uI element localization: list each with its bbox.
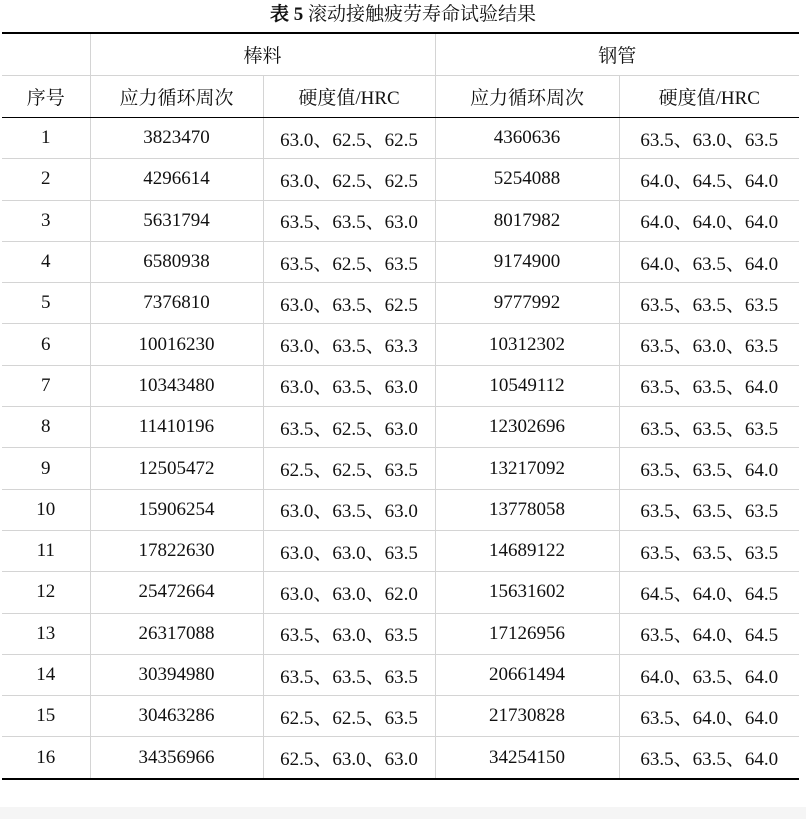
- cell-index: 13: [2, 613, 90, 654]
- cell-index: 16: [2, 737, 90, 779]
- cell-tube-cycles: 9777992: [435, 283, 619, 324]
- cell-bar-cycles: 5631794: [90, 200, 263, 241]
- cell-tube-cycles: 12302696: [435, 407, 619, 448]
- cell-index: 8: [2, 407, 90, 448]
- col-header-bar-cycles: 应力循环周次: [90, 76, 263, 118]
- cell-tube-hardness: 63.5、64.0、64.5: [619, 613, 799, 654]
- cell-bar-cycles: 10343480: [90, 365, 263, 406]
- cell-bar-hardness: 63.5、63.0、63.5: [263, 613, 435, 654]
- cell-tube-cycles: 5254088: [435, 159, 619, 200]
- table-row: [2, 654, 799, 695]
- cell-index: 12: [2, 572, 90, 613]
- col-header-index: 序号: [2, 76, 90, 118]
- cell-bar-cycles: 12505472: [90, 448, 263, 489]
- cell-tube-cycles: 8017982: [435, 200, 619, 241]
- cell-bar-cycles: 30463286: [90, 696, 263, 737]
- cell-tube-cycles: 13217092: [435, 448, 619, 489]
- cell-bar-cycles: 30394980: [90, 654, 263, 695]
- cell-tube-hardness: 64.0、64.0、64.0: [619, 200, 799, 241]
- table-row: [2, 407, 799, 448]
- table-row: [2, 118, 799, 159]
- cell-bar-hardness: 63.0、63.0、62.0: [263, 572, 435, 613]
- cell-bar-cycles: 7376810: [90, 283, 263, 324]
- cell-tube-hardness: 63.5、63.5、64.0: [619, 365, 799, 406]
- cell-index: 15: [2, 696, 90, 737]
- cell-tube-hardness: 64.0、63.5、64.0: [619, 654, 799, 695]
- table-row: [2, 241, 799, 282]
- cell-tube-cycles: 9174900: [435, 241, 619, 282]
- cell-tube-hardness: 63.5、64.0、64.0: [619, 696, 799, 737]
- col-header-tube-cycles: 应力循环周次: [435, 76, 619, 118]
- cell-tube-hardness: 63.5、63.0、63.5: [619, 324, 799, 365]
- cell-index: 11: [2, 530, 90, 571]
- cell-tube-cycles: 4360636: [435, 118, 619, 159]
- cell-index: 3: [2, 200, 90, 241]
- cell-tube-hardness: 63.5、63.5、64.0: [619, 448, 799, 489]
- cell-tube-hardness: 64.0、64.5、64.0: [619, 159, 799, 200]
- cell-bar-cycles: 3823470: [90, 118, 263, 159]
- table-row: [2, 159, 799, 200]
- cell-bar-cycles: 34356966: [90, 737, 263, 779]
- cell-bar-cycles: 11410196: [90, 407, 263, 448]
- cell-index: 4: [2, 241, 90, 282]
- cell-tube-cycles: 21730828: [435, 696, 619, 737]
- caption-label: 表 5: [269, 4, 304, 25]
- fatigue-results-table: [2, 32, 799, 780]
- table-row: [2, 324, 799, 365]
- group-header-row: [2, 33, 799, 76]
- cell-bar-hardness: 62.5、63.0、63.0: [263, 737, 435, 779]
- table-row: [2, 448, 799, 489]
- cell-bar-hardness: 63.5、63.5、63.0: [263, 200, 435, 241]
- table-row: [2, 365, 799, 406]
- cell-index: 6: [2, 324, 90, 365]
- cell-index: 10: [2, 489, 90, 530]
- cell-bar-hardness: 63.5、63.5、63.5: [263, 654, 435, 695]
- cell-index: 7: [2, 365, 90, 406]
- table-row: [2, 489, 799, 530]
- group-header-bar-stock: 棒料: [90, 33, 435, 76]
- table-row: [2, 572, 799, 613]
- cell-tube-cycles: 17126956: [435, 613, 619, 654]
- cell-bar-hardness: 63.0、63.0、63.5: [263, 530, 435, 571]
- corner-cell: [2, 33, 90, 76]
- cell-tube-hardness: 64.0、63.5、64.0: [619, 241, 799, 282]
- col-header-bar-hardness: 硬度值/HRC: [263, 76, 435, 118]
- cell-tube-hardness: 63.5、63.5、63.5: [619, 530, 799, 571]
- cell-bar-hardness: 63.5、62.5、63.0: [263, 407, 435, 448]
- table-row: [2, 737, 799, 779]
- cell-tube-cycles: 10549112: [435, 365, 619, 406]
- cell-tube-hardness: 63.5、63.5、63.5: [619, 489, 799, 530]
- caption-title: 滚动接触疲劳寿命试验结果: [308, 4, 537, 25]
- cell-tube-cycles: 34254150: [435, 737, 619, 779]
- cell-tube-cycles: 13778058: [435, 489, 619, 530]
- cell-tube-hardness: 63.5、63.5、63.5: [619, 283, 799, 324]
- column-header-row: [2, 76, 799, 118]
- cell-tube-cycles: 20661494: [435, 654, 619, 695]
- table-row: [2, 283, 799, 324]
- cell-tube-cycles: 10312302: [435, 324, 619, 365]
- table-caption: [0, 3, 806, 27]
- cell-bar-hardness: 62.5、62.5、63.5: [263, 448, 435, 489]
- table-body: [2, 118, 799, 779]
- cell-index: 5: [2, 283, 90, 324]
- cell-bar-cycles: 4296614: [90, 159, 263, 200]
- cell-bar-cycles: 26317088: [90, 613, 263, 654]
- cell-tube-hardness: 63.5、63.5、63.5: [619, 407, 799, 448]
- col-header-tube-hardness: 硬度值/HRC: [619, 76, 799, 118]
- cell-tube-hardness: 64.5、64.0、64.5: [619, 572, 799, 613]
- cell-bar-hardness: 62.5、62.5、63.5: [263, 696, 435, 737]
- cell-bar-hardness: 63.5、62.5、63.5: [263, 241, 435, 282]
- cell-index: 9: [2, 448, 90, 489]
- cell-bar-cycles: 17822630: [90, 530, 263, 571]
- table-row: [2, 200, 799, 241]
- cell-bar-hardness: 63.0、63.5、63.3: [263, 324, 435, 365]
- cell-tube-cycles: 15631602: [435, 572, 619, 613]
- table-row: [2, 530, 799, 571]
- cell-index: 1: [2, 118, 90, 159]
- cell-bar-cycles: 25472664: [90, 572, 263, 613]
- cell-tube-cycles: 14689122: [435, 530, 619, 571]
- cell-index: 14: [2, 654, 90, 695]
- cell-bar-cycles: 10016230: [90, 324, 263, 365]
- cell-tube-hardness: 63.5、63.5、64.0: [619, 737, 799, 779]
- cell-bar-hardness: 63.0、63.5、62.5: [263, 283, 435, 324]
- cell-bar-hardness: 63.0、62.5、62.5: [263, 118, 435, 159]
- table-row: [2, 696, 799, 737]
- cell-bar-cycles: 6580938: [90, 241, 263, 282]
- page-bottom-strip: [0, 807, 806, 819]
- cell-index: 2: [2, 159, 90, 200]
- cell-bar-hardness: 63.0、63.5、63.0: [263, 365, 435, 406]
- group-header-steel-tube: 钢管: [435, 33, 799, 76]
- cell-bar-hardness: 63.0、63.5、63.0: [263, 489, 435, 530]
- table-row: [2, 613, 799, 654]
- cell-bar-hardness: 63.0、62.5、62.5: [263, 159, 435, 200]
- cell-tube-hardness: 63.5、63.0、63.5: [619, 118, 799, 159]
- cell-bar-cycles: 15906254: [90, 489, 263, 530]
